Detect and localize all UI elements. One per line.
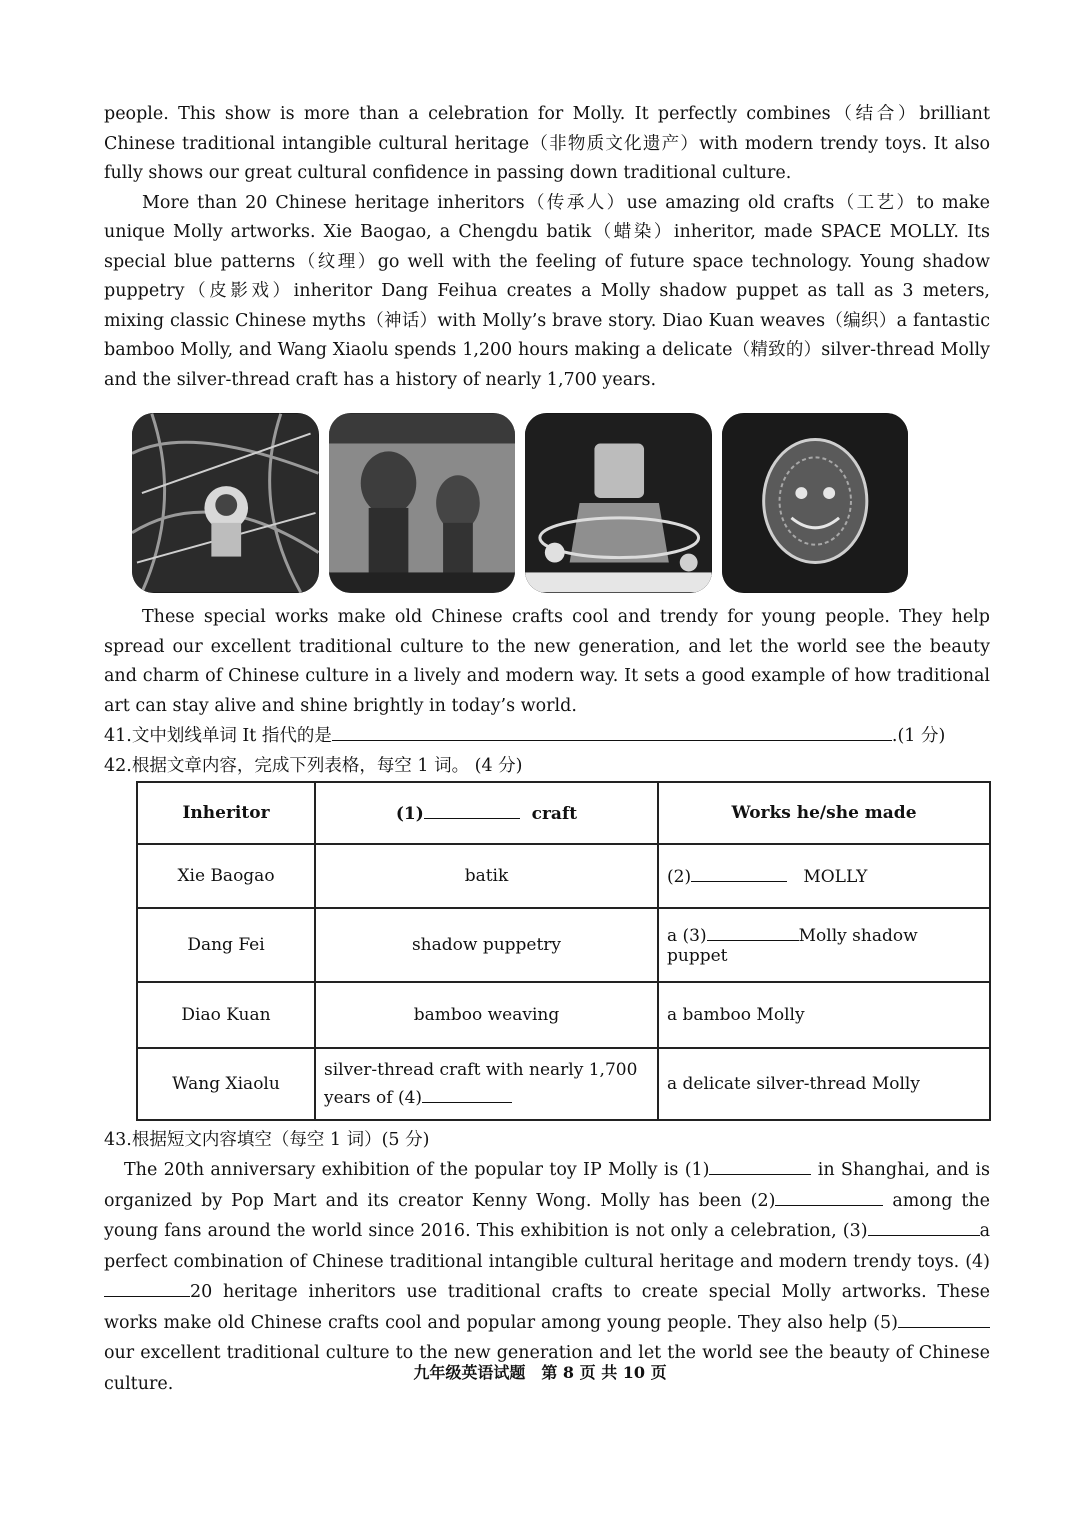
space-molly-batik-photo <box>132 413 319 593</box>
question-41-score: .(1 分) <box>891 726 946 746</box>
answer-blank-43-3[interactable] <box>868 1219 980 1236</box>
exam-page <box>104 100 990 1399</box>
work-prefix: (2) <box>667 867 692 887</box>
passage-paragraph-3: These special works make old Chinese crafts cool and trendy for young people. They help spread our excellent traditional culture to the new generation, and let the world see the beauty and charm of Chinese culture in a lively and modern way. It sets a good example of how traditional art can stay alive and shine brightly in today’s world. <box>104 607 990 716</box>
work-cell: a delicate silver-thread Molly <box>658 1048 990 1120</box>
table-row <box>137 844 990 908</box>
header-craft-number: (1) <box>395 804 424 824</box>
table-header-row <box>137 782 990 844</box>
craft-cell: bamboo weaving <box>315 982 658 1048</box>
table-row <box>137 1048 990 1120</box>
answer-blank-41[interactable] <box>332 722 892 741</box>
answer-blank-42-4[interactable] <box>422 1086 512 1103</box>
work-prefix: a (3) <box>667 926 707 946</box>
question-41-prompt: 41.文中划线单词 It 指代的是 <box>104 726 332 746</box>
inheritor-table <box>136 781 991 1121</box>
inheritor-cell: Xie Baogao <box>137 844 315 908</box>
inheritor-cell: Wang Xiaolu <box>137 1048 315 1120</box>
inheritor-cell: Dang Fei <box>137 908 315 982</box>
answer-blank-42-1[interactable] <box>424 802 520 819</box>
answer-blank-43-2[interactable] <box>775 1189 883 1206</box>
q43-segment-3: among the young fans around the world since 2016. This exhibition is not only a celebration, (3) <box>104 1190 990 1241</box>
page-footer: 九年级英语试题 第 8 页 共 10 页 <box>413 1363 667 1382</box>
work-cell <box>658 844 990 908</box>
q43-segment-4: a perfect combination of Chinese traditional intangible cultural heritage and modern trendy toys. (4) <box>104 1221 990 1272</box>
craft-cell: batik <box>315 844 658 908</box>
answer-blank-42-3[interactable] <box>707 924 799 941</box>
answer-blank-43-1[interactable] <box>709 1158 811 1175</box>
question-41 <box>104 721 990 751</box>
table-row <box>137 908 990 982</box>
q43-segment-2: in Shanghai, and is organized by Pop Mart and its creator Kenny Wong. Molly has been (2) <box>104 1160 990 1211</box>
header-inheritor: Inheritor <box>137 782 315 844</box>
header-craft <box>315 782 658 844</box>
shadow-puppet-photo <box>329 413 516 593</box>
work-suffix: Molly shadow puppet <box>667 926 918 966</box>
q43-segment-1: The 20th anniversary exhibition of the popular toy IP Molly is (1) <box>124 1160 710 1180</box>
craft-cell <box>315 1048 658 1120</box>
work-cell: a bamboo Molly <box>658 982 990 1048</box>
question-42-title: 42.根据文章内容，完成下列表格，每空 1 词。 (4 分) <box>104 756 523 776</box>
answer-blank-42-2[interactable] <box>691 865 787 882</box>
header-craft-word: craft <box>531 804 578 824</box>
q43-segment-5: 20 heritage inheritors use traditional crafts to create special Molly artworks. These works make old Chinese crafts cool and popular among young people. They also help (5) <box>104 1282 990 1333</box>
passage-paragraph-1: people. This show is more than a celebration for Molly. It perfectly combines（结合）brilliant Chinese traditional intangible cultural heritage（非物质文化遗产）with modern trendy toys. It also fully shows our great cultural confidence in passing down traditional culture. <box>104 104 990 183</box>
passage-paragraph-2: More than 20 Chinese heritage inheritors（传承人）use amazing old crafts（工艺）to make unique Molly artworks. Xie Baogao, a Chengdu batik（蜡染）inheritor, made SPACE MOLLY. Its special blue patterns（纹理）go well with the feeling of future space technology. Young shadow puppetry（皮影戏）inheritor Dang Feihua creates a Molly shadow puppet as tall as 3 meters, mixing classic Chinese myths（神话）with Molly’s brave story. Diao Kuan weaves（编织）a fantastic bamboo Molly, and Wang Xiaolu spends 1,200 hours making a delicate（精致的）silver-thread Molly and the silver-thread craft has a history of nearly 1,700 years. <box>104 192 990 390</box>
question-43-title: 43.根据短文内容填空（每空 1 词）(5 分) <box>104 1130 430 1150</box>
work-suffix: MOLLY <box>803 867 868 887</box>
inheritor-cell: Diao Kuan <box>137 982 315 1048</box>
artwork-photos <box>132 413 908 593</box>
answer-blank-43-4[interactable] <box>104 1280 190 1297</box>
q43-segment-6: our excellent traditional culture to the new generation and let the world see the beauty of Chinese culture. <box>104 1343 990 1394</box>
table-row <box>137 982 990 1048</box>
answer-blank-43-5[interactable] <box>898 1311 990 1328</box>
craft-cell: shadow puppetry <box>315 908 658 982</box>
work-cell <box>658 908 990 982</box>
silver-thread-molly-photo <box>722 413 909 593</box>
header-works: Works he/she made <box>658 782 990 844</box>
craft-text: silver-thread craft with nearly 1,700 years of (4) <box>324 1060 638 1108</box>
bamboo-molly-photo <box>525 413 712 593</box>
